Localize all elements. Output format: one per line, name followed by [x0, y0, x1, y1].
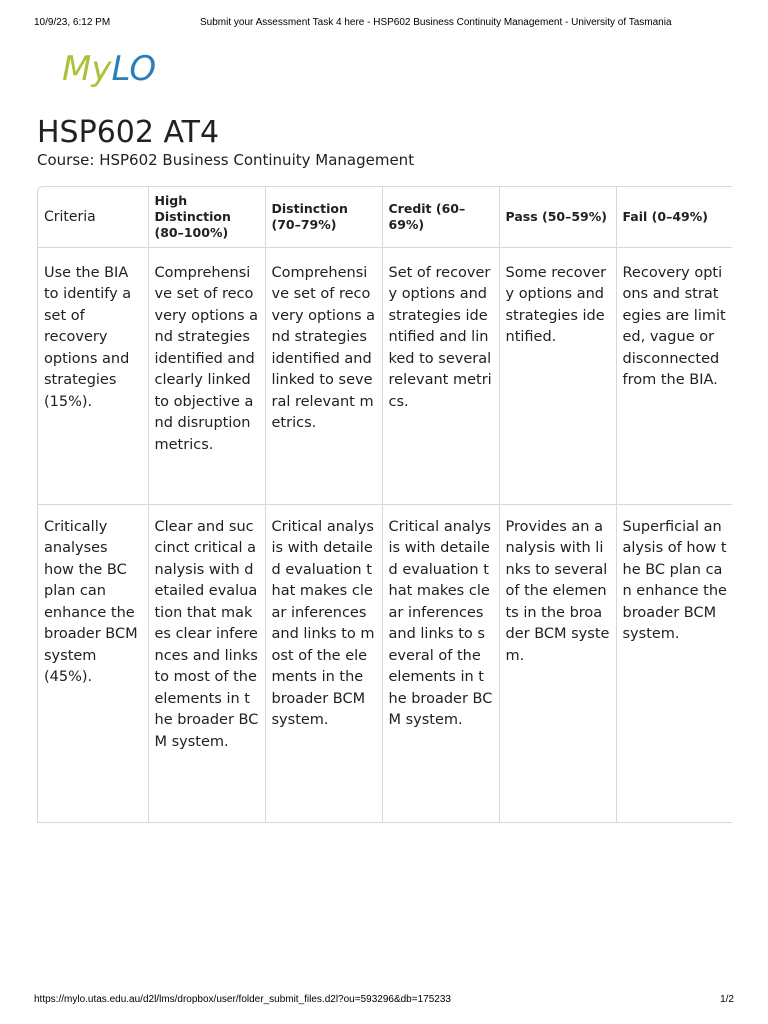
rubric-header-row — [38, 187, 732, 247]
rubric-cell-fail: Superficial analysis of how the BC plan can enhance the broader BCM system. — [616, 504, 732, 823]
rubric-cell-credit: Set of recovery options and strategies identified and linked to several relevant metrics. — [382, 247, 499, 504]
mylo-logo[interactable] — [60, 44, 160, 92]
logo-my: My — [62, 49, 112, 89]
rubric-cell-pass: Provides an analysis with links to several of the elements in the broader BCM system. — [499, 504, 616, 823]
print-footer — [34, 994, 734, 1008]
rubric-criterion: Critically analyses how the BC plan can enhance the broader BCM system (45%). — [38, 504, 148, 823]
rubric-cell-distinction: Critical analysis with detailed evaluation that makes clear inferences and links to most of the elements in the broader BCM system. — [265, 504, 382, 823]
rubric-row — [38, 247, 732, 504]
print-url: https://mylo.utas.edu.au/d2l/lms/dropbox/user/folder_submit_files.d2l?ou=593296&db=175233 — [34, 994, 451, 1005]
rubric-cell-high-distinction: Clear and succinct critical analysis with detailed evaluation that makes clear inferences and links to most of the elements in the broader BCM system. — [148, 504, 265, 823]
rubric-cell-distinction: Comprehensive set of recovery options and strategies identified and linked to several relevant metrics. — [265, 247, 382, 504]
rubric-table — [38, 187, 732, 823]
rubric-header-credit: Credit (60–69%) — [382, 187, 499, 247]
logo-text-my — [62, 49, 156, 89]
course-name: Course: HSP602 Business Continuity Management — [37, 151, 415, 169]
rubric-cell-pass: Some recovery options and strategies identified. — [499, 247, 616, 504]
rubric-table-container — [37, 186, 732, 823]
rubric-cell-high-distinction: Comprehensive set of recovery options and strategies identified and clearly linked to objective and disruption metrics. — [148, 247, 265, 504]
rubric-row — [38, 504, 732, 823]
rubric-cell-credit: Critical analysis with detailed evaluation that makes clear inferences and links to several of the elements in the broader BCM system. — [382, 504, 499, 823]
rubric-header-pass: Pass (50–59%) — [499, 187, 616, 247]
print-page-title: Submit your Assessment Task 4 here - HSP602 Business Continuity Management - University of Tasmania — [200, 17, 672, 28]
rubric-header-criteria: Criteria — [38, 187, 148, 247]
mylo-logo-mark — [60, 44, 160, 92]
page-title: HSP602 AT4 — [37, 115, 220, 150]
rubric-criterion: Use the BIA to identify a set of recovery options and strategies (15%). — [38, 247, 148, 504]
rubric-header-distinction: Distinction (70–79%) — [265, 187, 382, 247]
rubric-header-fail: Fail (0–49%) — [616, 187, 732, 247]
print-datetime: 10/9/23, 6:12 PM — [34, 17, 111, 28]
logo-lo: LO — [111, 49, 157, 89]
rubric-cell-fail: Recovery options and strategies are limited, vague or disconnected from the BIA. — [616, 247, 732, 504]
print-header — [34, 17, 734, 31]
print-page-number: 1/2 — [720, 994, 734, 1005]
rubric-header-high-distinction: High Distinction (80–100%) — [148, 187, 265, 247]
